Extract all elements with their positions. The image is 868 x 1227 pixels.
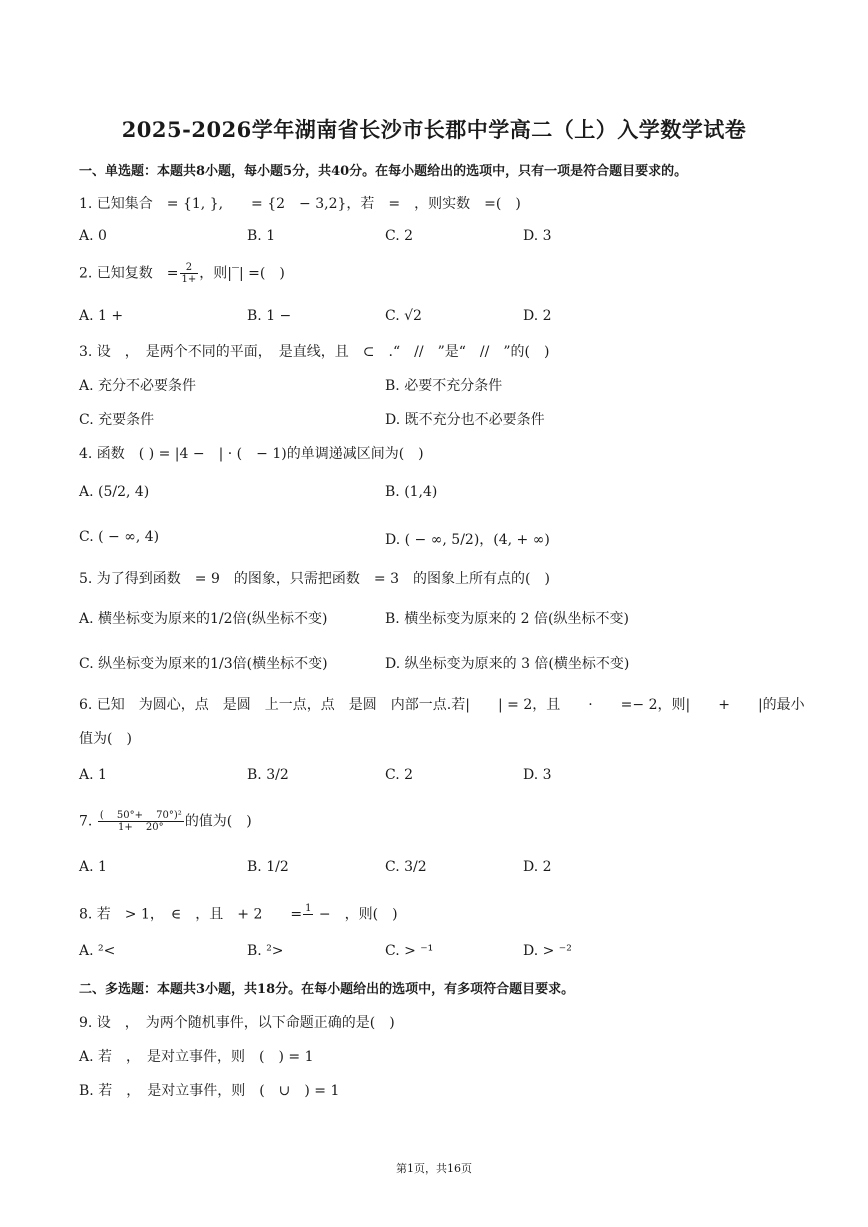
question-4: 4. 函数 ( ) = |4 − | · ( − 1)的单调递减区间为( ) xyxy=(79,446,424,462)
q6-option-c: C. 2 xyxy=(385,767,414,783)
q7-frac-den: 1+ 20° xyxy=(117,822,164,833)
question-3: 3. 设 ， 是两个不同的平面， 是直线，且 ⊂ .“ // ”是“ // ”的( ) xyxy=(79,344,550,360)
question-1: 1. 已知集合 = {1, }, = {2 − 3,2}，若 = ，则实数 =( ) xyxy=(79,196,521,212)
q7-option-b: B. 1/2 xyxy=(247,859,289,875)
question-9: 9. 设 ， 为两个随机事件，以下命题正确的是( ) xyxy=(79,1015,395,1031)
q8-fraction xyxy=(303,903,313,926)
q4-option-c: C. ( − ∞, 4) xyxy=(79,529,160,545)
q4-option-b: B. (1,4) xyxy=(385,484,438,500)
q7-option-a: A. 1 xyxy=(79,859,107,875)
question-6: 6. 已知 为圆心，点 是圆 上一点，点 是圆 内部一点.若| | = 2，且 · =− 2，则| + |的最小 xyxy=(79,697,805,713)
q8-option-b: B. ²> xyxy=(247,943,284,959)
q7-stem-after: 的值为( ) xyxy=(184,813,252,830)
q4-option-a: A. (5/2, 4) xyxy=(79,484,150,500)
q8-stem: 8. 若 > 1， ∈ ，且 + 2 = xyxy=(79,906,303,923)
q5-option-c: C. 纵坐标变为原来的1/3倍(横坐标不变) xyxy=(79,656,328,672)
q6-option-a: A. 1 xyxy=(79,767,107,783)
q2-stem-before: 2. 已知复数 = xyxy=(79,265,179,282)
q8-option-a: A. ²< xyxy=(79,943,116,959)
q7-frac-num: ( 50°+ 70°)² xyxy=(99,810,182,821)
q8-frac-den xyxy=(303,915,313,926)
q2-fraction xyxy=(180,262,199,285)
q5-option-b: B. 横坐标变为原来的 2 倍(纵坐标不变) xyxy=(385,611,629,627)
q6-option-b: B. 3/2 xyxy=(247,767,289,783)
q2-option-d: D. 2 xyxy=(523,308,552,324)
section-heading-multiple-choice: 二、多选题：本题共3小题，共18分。在每小题给出的选项中，有多项符合题目要求。 xyxy=(79,982,575,997)
question-8 xyxy=(79,903,398,926)
q5-option-d: D. 纵坐标变为原来的 3 倍(横坐标不变) xyxy=(385,656,630,672)
q2-frac-num: 2 xyxy=(180,262,199,274)
q9-option-a: A. 若 ， 是对立事件，则 ( ) = 1 xyxy=(79,1049,314,1065)
question-7 xyxy=(79,810,252,833)
q2-frac-den: 1+ xyxy=(181,274,197,285)
q7-option-d: D. 2 xyxy=(523,859,552,875)
q6-option-d: D. 3 xyxy=(523,767,552,783)
q9-option-b: B. 若 ， 是对立事件，则 ( ∪ ) = 1 xyxy=(79,1083,340,1099)
q3-option-c: C. 充要条件 xyxy=(79,412,155,428)
q1-option-b: B. 1 xyxy=(247,228,276,244)
q7-stem-before: 7. xyxy=(79,813,97,830)
q1-option-a: A. 0 xyxy=(79,228,107,244)
q8-stem-after: − ，则( ) xyxy=(314,906,398,923)
question-6-cont: 值为( ) xyxy=(79,731,132,747)
q1-option-d: D. 3 xyxy=(523,228,552,244)
q8-frac-num: 1 xyxy=(305,903,312,914)
section-heading-single-choice: 一、单选题：本题共8小题，每小题5分，共40分。在每小题给出的选项中，只有一项是符合题目要求的。 xyxy=(79,164,688,179)
q8-option-c: C. > ⁻¹ xyxy=(385,943,434,959)
q3-option-d: D. 既不充分也不必要条件 xyxy=(385,412,545,428)
q1-option-c: C. 2 xyxy=(385,228,414,244)
page-title: 2025-2026学年湖南省长沙市长郡中学高二（上）入学数学试卷 xyxy=(121,117,747,142)
q2-option-c: C. √2 xyxy=(385,308,422,324)
question-2 xyxy=(79,262,285,285)
q2-option-a: A. 1 + xyxy=(79,308,124,324)
question-5: 5. 为了得到函数 = 9 的图象，只需把函数 = 3 的图象上所有点的( ) xyxy=(79,571,550,587)
q5-option-a: A. 横坐标变为原来的1/2倍(纵坐标不变) xyxy=(79,611,328,627)
q4-option-d: D. ( − ∞, 5/2)，(4, + ∞) xyxy=(385,532,550,548)
q8-option-d: D. > ⁻² xyxy=(523,943,572,959)
q7-option-c: C. 3/2 xyxy=(385,859,427,875)
q2-option-b: B. 1 − xyxy=(247,308,292,324)
page-footer: 第1页，共16页 xyxy=(396,1162,472,1175)
q7-fraction xyxy=(98,810,184,833)
q3-option-a: A. 充分不必要条件 xyxy=(79,378,197,394)
q2-stem-after: ，则|‾| =( ) xyxy=(199,265,285,282)
q3-option-b: B. 必要不充分条件 xyxy=(385,378,503,394)
